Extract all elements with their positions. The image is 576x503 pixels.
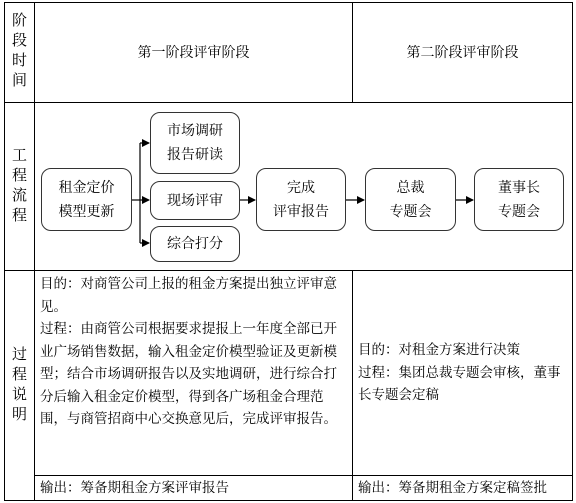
phase2-process: 过程：集团总裁专题会审核，董事长专题会定稿 <box>358 364 561 403</box>
complete-report-box: 完成 评审报告 <box>256 168 346 231</box>
phase2-header: 第二阶段评审阶段 <box>406 45 519 61</box>
president-meeting-box: 总裁 专题会 <box>365 168 456 231</box>
phase1-header: 第一阶段评审阶段 <box>137 45 250 61</box>
phase2-explanation <box>358 339 570 407</box>
phase2-output: 输出：筹备期租金方案定稿签批 <box>358 480 547 496</box>
row-label-process-text: 工程流程 <box>10 146 28 227</box>
phase1-purpose: 目的：对商管公司上报的租金方案提出独立评审意见。 <box>40 276 337 315</box>
row-label-explain-text: 过程说明 <box>10 346 28 426</box>
site-review-box: 现场评审 <box>150 181 240 220</box>
chairman-meeting-box: 董事长 专题会 <box>474 168 564 231</box>
market-research-box: 市场调研 报告研读 <box>150 112 240 174</box>
row-label-stage-text: 阶段时间 <box>10 12 28 92</box>
phase1-process: 过程：由商管公司根据要求提报上一年度全部已开业广场销售数据，输入租金定价模型验证及更新模型；结合市场调研报告以及实地调研，进行综合打分后输入租金定价模型，得到各广场租金合理范围，与商管招商中心交换意见后，完成评审报告。 <box>40 321 337 427</box>
phase1-output: 输出：筹备期租金方案评审报告 <box>40 480 229 496</box>
overall-scoring-box: 综合打分 <box>150 226 240 262</box>
phase1-explanation <box>40 273 350 431</box>
rent-model-update-box: 租金定价 模型更新 <box>41 168 132 231</box>
phase2-purpose: 目的：对租金方案进行决策 <box>358 342 520 358</box>
